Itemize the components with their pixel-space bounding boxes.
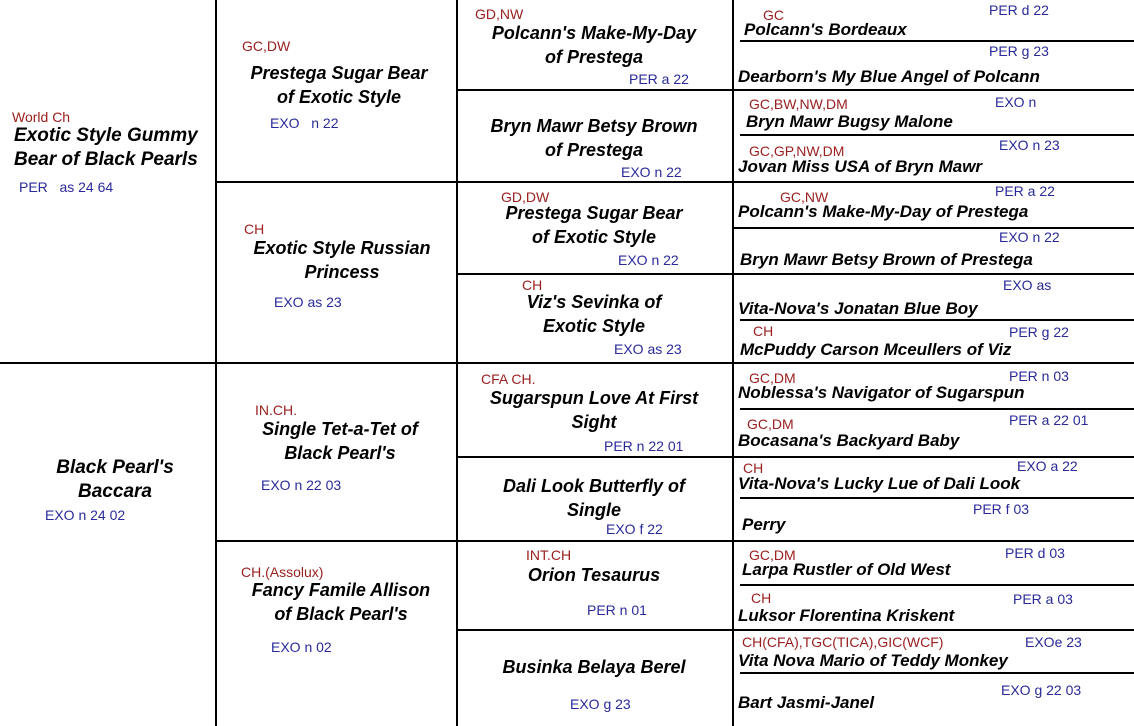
cat-title: CH: [522, 277, 543, 293]
cat-name-line: Prestega Sugar Bear: [505, 203, 683, 223]
cat-code: EXO n 22: [618, 252, 679, 268]
divider-h4-5: [732, 227, 1134, 229]
cat-name: [464, 114, 724, 162]
divider-h3b: [456, 181, 732, 183]
cat-name: [229, 236, 455, 284]
cat-title: GC,BW,NW,DM: [749, 96, 848, 112]
divider-h2a: [215, 181, 456, 183]
cat-name: Vita Nova Mario of Teddy Monkey: [738, 651, 1008, 670]
cat-title: GC,NW: [780, 189, 829, 205]
cat-code: PER a 22: [629, 71, 689, 87]
cat-code: PER n 01: [587, 602, 647, 618]
cat-code: PER a 22 01: [1009, 412, 1089, 428]
divider-h4-15: [740, 672, 1134, 674]
cat-name: [229, 61, 449, 109]
cat-name-line: Bear of Black Pearls: [14, 149, 198, 170]
cat-title: GC,DM: [747, 416, 794, 432]
cat-title: INT.CH: [526, 547, 572, 563]
cat-name-line: of Exotic Style: [276, 87, 402, 107]
cat-name-line: Sugarspun Love At First: [489, 388, 699, 408]
cat-code: EXO g 23: [570, 696, 631, 712]
cat-title: CH: [751, 590, 772, 606]
cat-code: EXO n 22: [621, 164, 682, 180]
cat-name-line: Single Tet-a-Tet of: [262, 419, 418, 439]
cat-title: CH: [244, 221, 265, 237]
cat-code: EXO g 22 03: [1001, 682, 1082, 698]
cat-title: IN.CH.: [255, 402, 297, 418]
cat-name: Noblessa's Navigator of Sugarspun: [738, 383, 1025, 402]
divider-h4-9: [740, 408, 1134, 410]
cat-name: Bryn Mawr Bugsy Malone: [746, 112, 953, 131]
cat-name: Bryn Mawr Betsy Brown of Prestega: [740, 250, 1033, 269]
cat-name: Polcann's Make-My-Day of Prestega: [738, 202, 1029, 221]
cat-name: Bocasana's Backyard Baby: [738, 431, 960, 450]
cat-title: CH.(Assolux): [241, 564, 324, 580]
cat-name-line: Black Pearl's: [284, 443, 396, 463]
cat-name-line: of Prestega: [544, 47, 644, 67]
divider-h3e: [456, 456, 732, 458]
cat-title: GC,DM: [749, 547, 796, 563]
cat-name: Larpa Rustler of Old West: [742, 560, 951, 579]
cat-code: EXO n 22: [270, 115, 339, 131]
cat-name-line: Exotic Style Gummy: [14, 125, 198, 146]
cat-name-line: Baccara: [78, 481, 152, 502]
cat-name: [464, 563, 724, 587]
cat-name-line: of Prestega: [544, 140, 644, 160]
cat-name: Vita-Nova's Jonatan Blue Boy: [738, 299, 978, 318]
cat-name: [464, 655, 724, 679]
cat-name: [464, 474, 724, 522]
cat-name-line: Black Pearl's: [56, 457, 174, 478]
cat-code: EXO n: [995, 94, 1037, 110]
divider-h3g: [456, 629, 732, 631]
cat-code: EXO as 23: [614, 341, 682, 357]
divider-h4-2: [732, 89, 1134, 91]
cat-title: GC,GP,NW,DM: [749, 143, 845, 159]
divider-h3f: [456, 540, 732, 542]
divider-h4-6: [732, 273, 1134, 275]
cat-code: EXO n 23: [999, 137, 1060, 153]
cat-code: PER g 22: [1009, 324, 1069, 340]
cat-name: [14, 124, 198, 172]
cat-name: Vita-Nova's Lucky Lue of Dali Look: [738, 474, 1021, 493]
cat-title: CH(CFA),TGC(TICA),GIC(WCF): [742, 634, 944, 650]
divider-h3a: [456, 89, 732, 91]
cat-name: [229, 578, 453, 626]
cat-code: EXO as 23: [274, 294, 342, 310]
cat-code: EXO n 22 03: [261, 477, 342, 493]
divider-h4-11: [740, 497, 1134, 499]
cat-code: EXO n 24 02: [45, 507, 126, 523]
cat-code: PER n 22 01: [604, 438, 684, 454]
cat-name-line: Sight: [571, 412, 617, 432]
cat-name-line: Prestega Sugar Bear: [250, 63, 428, 83]
cat-name: [464, 386, 724, 434]
cat-name-line: of Black Pearl's: [274, 604, 408, 624]
cat-name: Bart Jasmi-Janel: [738, 693, 875, 712]
cat-name: McPuddy Carson Mceullers of Viz: [740, 340, 1012, 359]
divider-h4-4: [732, 181, 1134, 183]
cat-code: PER a 22: [995, 183, 1055, 199]
cat-code: PER d 22: [989, 2, 1049, 18]
divider-h2b: [215, 540, 456, 542]
cat-name: [229, 417, 451, 465]
divider-h4-12: [732, 540, 1134, 542]
cat-code: PER n 03: [1009, 368, 1069, 384]
divider-h4-13: [740, 584, 1134, 586]
divider-h4-14: [732, 629, 1134, 631]
divider-h4-3: [740, 134, 1134, 136]
cat-title: CFA CH.: [481, 371, 536, 387]
cat-name: Perry: [742, 515, 786, 534]
cat-name-line: Orion Tesaurus: [527, 565, 661, 585]
cat-name: [464, 21, 724, 69]
cat-name: [464, 201, 724, 249]
cat-name: Luksor Florentina Kriskent: [738, 606, 955, 625]
cat-title: GD,DW: [501, 189, 550, 205]
cat-name: Dearborn's My Blue Angel of Polcann: [738, 67, 1040, 86]
cat-name: Polcann's Bordeaux: [744, 20, 907, 39]
cat-name: Jovan Miss USA of Bryn Mawr: [738, 157, 983, 176]
divider-h1: [0, 362, 456, 364]
cat-code: PER a 03: [1013, 591, 1073, 607]
cat-name-line: Dali Look Butterfly of: [502, 476, 685, 496]
cat-code: EXOe 23: [1025, 634, 1082, 650]
cat-name-line: Exotic Style Russian: [253, 238, 431, 258]
cat-name-line: Exotic Style: [542, 316, 646, 336]
cat-name: [464, 290, 724, 338]
cat-title: GC,DM: [749, 370, 796, 386]
divider-h4-8: [732, 362, 1134, 364]
divider-h3d: [456, 362, 732, 364]
cat-title: CH: [743, 460, 764, 476]
cat-name-line: Polcann's Make-My-Day: [491, 23, 697, 43]
cat-code: PER g 23: [989, 43, 1049, 59]
cat-name-line: Bryn Mawr Betsy Brown: [490, 116, 698, 136]
cat-title: GC,DW: [242, 38, 291, 54]
cat-code: PER as 24 64: [19, 179, 114, 195]
cat-title: GD,NW: [475, 6, 524, 22]
cat-code: EXO n 02: [271, 639, 332, 655]
cat-code: EXO n 22: [999, 229, 1060, 245]
cat-name-line: Businka Belaya Berel: [502, 657, 686, 677]
divider-h3c: [456, 273, 732, 275]
cat-name: [25, 456, 205, 504]
cat-code: EXO a 22: [1017, 458, 1078, 474]
divider-h4-7: [740, 319, 1134, 321]
cat-code: EXO f 22: [606, 521, 663, 537]
cat-title: World Ch: [12, 109, 71, 125]
cat-name-line: Viz's Sevinka of: [526, 292, 662, 312]
cat-name-line: Princess: [304, 262, 380, 282]
cat-title: GC: [763, 7, 784, 23]
cat-code: PER f 03: [973, 501, 1030, 517]
cat-name-line: Fancy Famile Allison: [251, 580, 431, 600]
cat-code: EXO as: [1003, 277, 1052, 293]
cat-name-line: of Exotic Style: [531, 227, 657, 247]
cat-title: CH: [753, 323, 774, 339]
cat-name-line: Single: [566, 500, 621, 520]
cat-code: PER d 03: [1005, 545, 1065, 561]
divider-h4-1: [740, 40, 1134, 42]
